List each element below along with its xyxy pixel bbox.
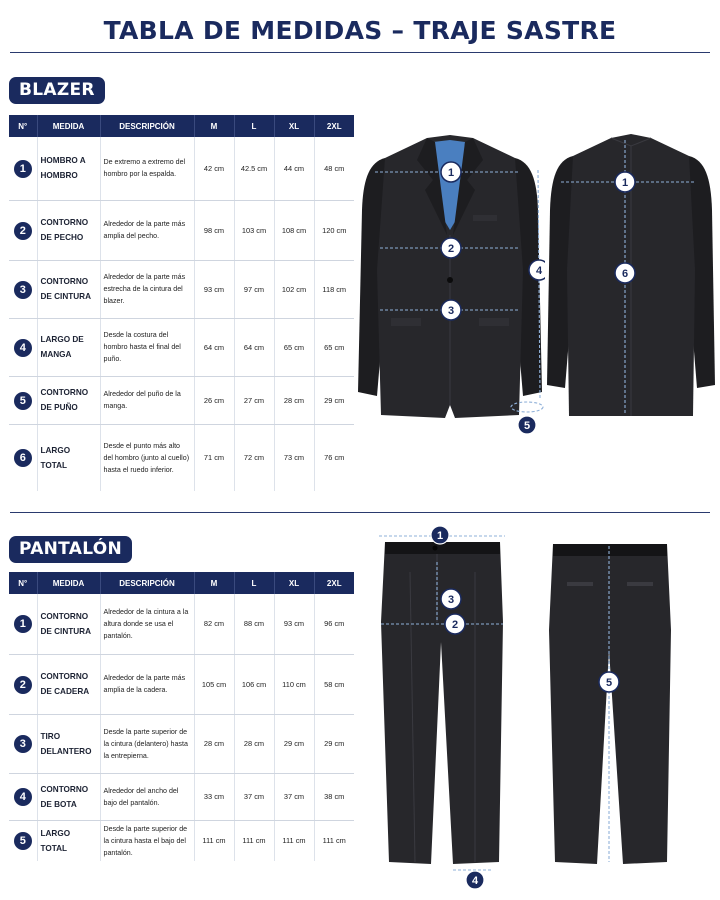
value-size-2xl: 76 cm <box>324 453 345 463</box>
value-size-m: 93 cm <box>194 260 234 318</box>
value-size-m: 111 cm <box>194 820 234 861</box>
measure-name: TIRO DELANTERO <box>37 714 100 773</box>
header-descripcion: DESCRIPCIÓN <box>100 115 194 137</box>
value-size-l: 88 cm <box>234 594 274 654</box>
table-row <box>9 424 354 491</box>
value-size-m: 105 cm <box>194 654 234 714</box>
measure-description: Alrededor del ancho del bajo del pantalón. <box>100 773 194 820</box>
value-size-xl: 93 cm <box>274 594 314 654</box>
value-size-m: 64 cm <box>194 318 234 376</box>
value-size-m: 33 cm <box>194 773 234 820</box>
page-title: TABLA DE MEDIDAS – TRAJE SASTRE <box>103 16 617 45</box>
header-size-l: L <box>234 572 274 594</box>
value-size-2xl: 29 cm <box>314 714 354 773</box>
measure-description: Alrededor de la cintura a la altura donde se usa el pantalón. <box>100 594 194 654</box>
value-size-xl: 29 cm <box>274 714 314 773</box>
value-size-m: 98 cm <box>194 200 234 260</box>
value-size-m: 82 cm <box>194 594 234 654</box>
pants-marker-3-label: 3 <box>447 594 455 606</box>
value-size-2xl: 38 cm <box>314 773 354 820</box>
header-medida: MEDIDA <box>37 572 100 594</box>
value-size-l: 64 cm <box>234 318 274 376</box>
value-size-l: 103 cm <box>234 200 274 260</box>
value-size-xl: 37 cm <box>274 773 314 820</box>
blazer-front-figure <box>355 130 545 435</box>
table-row <box>9 654 354 714</box>
pants-back-figure <box>545 540 675 870</box>
value-size-m: 26 cm <box>194 376 234 424</box>
row-number-cell <box>9 137 37 200</box>
header-number: N° <box>9 115 37 137</box>
blazer-pocket-right <box>479 318 509 326</box>
row-number-cell <box>9 376 37 424</box>
header-size-xl: XL <box>274 572 314 594</box>
measure-description: Desde la parte superior de la cintura (delantero) hasta la entrepierna. <box>100 714 194 773</box>
row-number-badge: 2 <box>14 676 32 694</box>
measure-description: Desde la parte superior de la cintura hasta el bajo del pantalón. <box>100 820 194 861</box>
header-size-m: M <box>194 115 234 137</box>
blazer-back-marker-6-label: 6 <box>621 268 629 280</box>
table-row <box>9 376 354 424</box>
measure-name: HOMBRO A HOMBRO <box>37 137 100 200</box>
blazer-button-1 <box>447 277 453 283</box>
header-size-xl: XL <box>274 115 314 137</box>
blazer-section-label: BLAZER <box>9 77 105 104</box>
header-number: N° <box>9 572 37 594</box>
value-size-2xl: 120 cm <box>314 200 354 260</box>
row-number-badge: 3 <box>14 281 32 299</box>
measure-name: CONTORNO DE CINTURA <box>37 594 100 654</box>
table-row <box>9 200 354 260</box>
value-size-m: 71 cm <box>194 424 234 491</box>
pants-table-header <box>9 572 354 594</box>
measure-name: CONTORNO DE BOTA <box>37 773 100 820</box>
pants-button <box>433 546 438 551</box>
table-row <box>9 594 354 654</box>
table-row <box>9 773 354 820</box>
value-size-l: 28 cm <box>234 714 274 773</box>
value-size-l: 27 cm <box>234 376 274 424</box>
row-number-cell <box>9 820 37 861</box>
measure-name: LARGO TOTAL <box>37 820 100 861</box>
measure-name: LARGO TOTAL <box>37 424 100 491</box>
value-size-l: 111 cm <box>234 820 274 861</box>
row-number-cell <box>9 200 37 260</box>
measure-description: Alrededor de la parte más estrecha de la cintura del blazer. <box>100 260 194 318</box>
row-number-badge: 5 <box>14 832 32 850</box>
value-size-xl: 102 cm <box>274 260 314 318</box>
blazer-size-table <box>9 115 354 491</box>
pants-front-figure <box>375 522 510 892</box>
value-size-xl: 111 cm <box>274 820 314 861</box>
value-size-l: 37 cm <box>234 773 274 820</box>
value-size-m: 42 cm <box>194 137 234 200</box>
value-size-2xl: 65 cm <box>314 318 354 376</box>
row-number-cell <box>9 714 37 773</box>
measure-description: Alrededor de la parte más amplia de la cadera. <box>100 654 194 714</box>
row-number-badge: 4 <box>14 339 32 357</box>
header-size-l: L <box>234 115 274 137</box>
row-number-cell <box>9 773 37 820</box>
table-row <box>9 137 354 200</box>
header-medida: MEDIDA <box>37 115 100 137</box>
header-descripcion: DESCRIPCIÓN <box>100 572 194 594</box>
blazer-back-marker-1-label: 1 <box>621 177 629 189</box>
row-number-badge: 3 <box>14 735 32 753</box>
measure-description: Alrededor del puño de la manga. <box>100 376 194 424</box>
row-number-cell <box>9 260 37 318</box>
row-number-badge: 2 <box>14 222 32 240</box>
row-number-cell <box>9 424 37 491</box>
header-size-2xl: 2XL <box>314 115 354 137</box>
measure-description: Desde la costura del hombro hasta el final del puño. <box>100 318 194 376</box>
value-size-2xl: 118 cm <box>314 260 354 318</box>
measure-name: CONTORNO DE CADERA <box>37 654 100 714</box>
measure-name: CONTORNO DE PUÑO <box>37 376 100 424</box>
value-size-l: 72 cm <box>234 424 274 491</box>
measure-name: CONTORNO DE CINTURA <box>37 260 100 318</box>
row-number-badge: 1 <box>14 615 32 633</box>
pants-section-label: PANTALÓN <box>9 536 132 563</box>
header-size-2xl: 2XL <box>314 572 354 594</box>
section-divider <box>10 512 710 513</box>
pants-marker-4-label: 4 <box>471 875 479 887</box>
table-row <box>9 820 354 861</box>
blazer-marker-3-label: 3 <box>447 305 455 317</box>
value-size-2xl: 58 cm <box>314 654 354 714</box>
pants-back-pocket-left <box>567 582 593 586</box>
pants-back-marker-5-label: 5 <box>605 677 613 689</box>
value-size-xl: 110 cm <box>274 654 314 714</box>
blazer-table-header <box>9 115 354 137</box>
blazer-marker-2-label: 2 <box>447 243 455 255</box>
blazer-chest-pocket <box>473 215 497 221</box>
blazer-marker-1-label: 1 <box>447 167 455 179</box>
measure-description: De extremo a extremo del hombro por la espalda. <box>100 137 194 200</box>
value-size-2xl: 29 cm <box>314 376 354 424</box>
blazer-pocket-left <box>391 318 421 326</box>
row-number-cell <box>9 594 37 654</box>
title-divider <box>10 52 710 53</box>
measure-description: Alrededor de la parte más amplia del pecho. <box>100 200 194 260</box>
value-size-l: 106 cm <box>234 654 274 714</box>
value-size-2xl: 96 cm <box>314 594 354 654</box>
pants-marker-1-label: 1 <box>436 530 444 542</box>
value-size-m: 28 cm <box>194 714 234 773</box>
value-size-xl: 65 cm <box>274 318 314 376</box>
value-size-xl: 108 cm <box>274 200 314 260</box>
pants-back-waistband <box>553 544 667 556</box>
measure-name: LARGO DE MANGA <box>37 318 100 376</box>
row-number-cell <box>9 318 37 376</box>
row-number-badge: 4 <box>14 788 32 806</box>
value-size-2xl: 48 cm <box>314 137 354 200</box>
value-size-2xl: 111 cm <box>322 836 346 846</box>
value-size-xl: 73 cm <box>274 424 314 491</box>
blazer-back-figure <box>545 130 717 420</box>
value-size-xl: 28 cm <box>274 376 314 424</box>
header-size-m: M <box>194 572 234 594</box>
measure-name: CONTORNO DE PECHO <box>37 200 100 260</box>
pants-front-shape <box>381 542 503 864</box>
row-number-badge: 6 <box>14 449 32 467</box>
pants-marker-2-label: 2 <box>451 619 459 631</box>
value-size-l: 42.5 cm <box>234 137 274 200</box>
pants-size-table <box>9 572 354 861</box>
blazer-marker-5-label: 5 <box>523 420 531 432</box>
blazer-marker-4-label: 4 <box>535 265 543 277</box>
table-row <box>9 318 354 376</box>
row-number-cell <box>9 654 37 714</box>
table-row <box>9 260 354 318</box>
pants-back-shape <box>549 544 671 864</box>
row-number-badge: 5 <box>14 392 32 410</box>
value-size-l: 97 cm <box>234 260 274 318</box>
table-row <box>9 714 354 773</box>
measure-description: Desde el punto más alto del hombro (junto al cuello) hasta el ruedo inferior. <box>100 424 194 491</box>
pants-back-pocket-right <box>627 582 653 586</box>
value-size-xl: 44 cm <box>274 137 314 200</box>
row-number-badge: 1 <box>14 160 32 178</box>
